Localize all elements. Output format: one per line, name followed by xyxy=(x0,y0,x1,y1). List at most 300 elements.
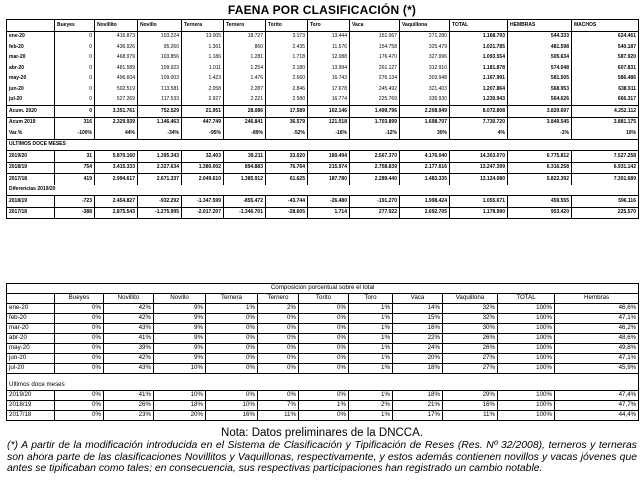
cell: 312.910 xyxy=(400,63,450,74)
cell: 11% xyxy=(258,411,299,421)
cell: 15% xyxy=(393,314,443,324)
cell: 18% xyxy=(393,364,443,374)
cell: 47,1% xyxy=(555,354,639,364)
cell: 2.846 xyxy=(266,84,308,95)
cell: 32% xyxy=(443,304,498,314)
cell: 321.403 xyxy=(400,84,450,95)
cell: 100% xyxy=(498,411,555,421)
cell: 2.049.610 xyxy=(182,174,224,185)
cell: 20% xyxy=(154,411,206,421)
cell: 596.116 xyxy=(572,196,639,208)
cell: 100% xyxy=(498,324,555,334)
twelve-month-row xyxy=(7,151,639,163)
cell: 23% xyxy=(104,411,154,421)
caption-row xyxy=(7,284,639,294)
cell: 1.476 xyxy=(224,74,266,85)
cell: 2.177.616 xyxy=(400,162,450,174)
cell: 43% xyxy=(104,364,154,374)
cell: 10% xyxy=(154,364,206,374)
cell: 43% xyxy=(104,324,154,334)
cell: 1% xyxy=(206,304,258,314)
cell: 587.920 xyxy=(572,53,639,64)
cell: 0% xyxy=(206,364,258,374)
cell: 44% xyxy=(95,128,138,139)
cell: Torito xyxy=(266,20,308,32)
cell: 1.186 xyxy=(182,53,224,64)
cell: 2.221 xyxy=(224,95,266,106)
cell: 2.435 xyxy=(266,42,308,53)
cell: 13.994 xyxy=(308,63,350,74)
cell: 1% xyxy=(349,411,393,421)
cell: 5.870.160 xyxy=(95,151,138,163)
cell: -12% xyxy=(350,128,400,139)
cell: 581.505 xyxy=(508,74,572,85)
cell: 0 xyxy=(55,106,95,118)
cell: 0% xyxy=(299,364,349,374)
row-label: may-20 xyxy=(7,344,55,354)
cell: 1.714 xyxy=(308,207,350,219)
cell: 2.660 xyxy=(266,74,308,85)
cell: Ternera xyxy=(182,20,224,32)
cell: 17.678 xyxy=(308,84,350,95)
accumulated-row xyxy=(7,128,639,139)
cell: 496.604 xyxy=(95,74,138,85)
cell: 26% xyxy=(443,334,498,344)
cell: 2.454.827 xyxy=(95,196,138,208)
cell: 30% xyxy=(443,324,498,334)
cell: 1% xyxy=(349,391,393,401)
cell: 1.254 xyxy=(224,63,266,74)
cell: -1.347.599 xyxy=(182,196,224,208)
month-row xyxy=(7,84,639,95)
cell: 5.822.392 xyxy=(508,174,572,185)
cell: 0% xyxy=(258,354,299,364)
cell: 0 xyxy=(55,63,95,74)
cell: 14% xyxy=(393,304,443,314)
cell: 21.951 xyxy=(182,106,224,118)
cell: -1.346.701 xyxy=(224,207,266,219)
cell: 100% xyxy=(498,354,555,364)
cell: 1.385.912 xyxy=(224,174,266,185)
cell: 1.168.793 xyxy=(450,31,508,42)
cell: Vaca xyxy=(393,294,443,304)
cell: 0% xyxy=(258,391,299,401)
cell: Ternera xyxy=(206,294,258,304)
cell: 505.634 xyxy=(508,53,572,64)
cell: 0% xyxy=(299,304,349,314)
section-label: Ultimos doce meses xyxy=(7,381,639,391)
cell: 41% xyxy=(104,391,154,401)
cell: 28.086 xyxy=(224,106,266,118)
cell: 0 xyxy=(55,31,95,42)
cell: 176.470 xyxy=(350,53,400,64)
cell: 1% xyxy=(349,354,393,364)
cell: 0% xyxy=(206,354,258,364)
cell: 2.567.370 xyxy=(350,151,400,163)
cell: 13.247.399 xyxy=(450,162,508,174)
cell: 1.281 xyxy=(224,53,266,64)
cell: 3.351.761 xyxy=(95,106,138,118)
cell: 26% xyxy=(104,401,154,411)
cell: 540.187 xyxy=(572,42,639,53)
month-row xyxy=(7,354,639,364)
spacer-cell xyxy=(258,374,299,382)
cell: -43.744 xyxy=(266,196,308,208)
cell: 1.011 xyxy=(182,63,224,74)
cell: 2% xyxy=(349,401,393,411)
cell: 17% xyxy=(393,411,443,421)
cell: 2.875.543 xyxy=(95,207,138,219)
cell: 100% xyxy=(498,391,555,401)
cell: 261.127 xyxy=(350,63,400,74)
cell: 2.927 xyxy=(182,95,224,106)
cell: MACHOS xyxy=(572,20,639,32)
cell: 39% xyxy=(104,344,154,354)
cell: 36.579 xyxy=(266,117,308,128)
cell: 9% xyxy=(154,334,206,344)
cell: 1% xyxy=(349,334,393,344)
cell: 61.625 xyxy=(266,174,308,185)
month-row xyxy=(7,63,639,74)
cell: 39.211 xyxy=(224,151,266,163)
cell: 47,4% xyxy=(555,391,639,401)
cell: 303.948 xyxy=(400,74,450,85)
cell: 32% xyxy=(443,314,498,324)
cell: 3.173 xyxy=(266,31,308,42)
cell: 100% xyxy=(498,334,555,344)
cell: 1% xyxy=(349,304,393,314)
month-row xyxy=(7,324,639,334)
cell: 245.492 xyxy=(350,84,400,95)
cell: 46,2% xyxy=(555,324,639,334)
row-label: feb-20 xyxy=(7,314,55,324)
cell: Vaquillona xyxy=(443,294,498,304)
cell: 860 xyxy=(224,42,266,53)
cell: -28.605 xyxy=(266,207,308,219)
cell: 2.058 xyxy=(182,84,224,95)
cell: 564.626 xyxy=(508,95,572,106)
cell: Novillo xyxy=(138,20,182,32)
cell: Toro xyxy=(308,20,350,32)
cell: 0% xyxy=(258,344,299,354)
cell: 95.260 xyxy=(138,42,182,53)
cell: -52% xyxy=(266,128,308,139)
cell: -2.017.207 xyxy=(182,207,224,219)
cell: 2.289.440 xyxy=(350,174,400,185)
cell: 2.758.839 xyxy=(350,162,400,174)
cell: 1.703.899 xyxy=(350,117,400,128)
cell: 102.146 xyxy=(308,106,350,118)
cell: 13.124.080 xyxy=(450,174,508,185)
cell: 7.527.258 xyxy=(572,151,639,163)
row-label: 2019/20 xyxy=(7,151,55,163)
row-label: Acum. 2020 xyxy=(7,106,55,118)
twelve-month-row xyxy=(7,401,639,411)
cell: 271.280 xyxy=(400,31,450,42)
cell: 1% xyxy=(349,314,393,324)
cell: Vaquillona xyxy=(400,20,450,32)
cell: -95% xyxy=(182,128,224,139)
cell: 6.316.258 xyxy=(508,162,572,174)
cell: 10% xyxy=(572,128,639,139)
spacer-cell xyxy=(443,374,498,382)
cell: 41% xyxy=(104,334,154,344)
cell: 335.930 xyxy=(400,95,450,106)
cell: TOTAL xyxy=(498,294,555,304)
cell: 0% xyxy=(55,314,104,324)
footnote: Nota: Datos preliminares de la DNCCA. xyxy=(221,427,423,439)
cell: 17.589 xyxy=(266,106,308,118)
cell: 1.207.864 xyxy=(450,84,508,95)
cell: 2.208.949 xyxy=(400,106,450,118)
month-row xyxy=(7,344,639,354)
cell: 29% xyxy=(443,391,498,401)
cell: 31 xyxy=(55,151,95,163)
cell: 0% xyxy=(55,304,104,314)
cell: 20% xyxy=(393,354,443,364)
header-row xyxy=(7,20,639,32)
accumulated-row xyxy=(7,117,639,128)
cell: -34% xyxy=(138,128,182,139)
cell: 0% xyxy=(299,334,349,344)
cell: 6.775.812 xyxy=(508,151,572,163)
cell: 0% xyxy=(299,391,349,401)
spacer-cell xyxy=(393,374,443,382)
cell: 327.996 xyxy=(400,53,450,64)
cell: 0% xyxy=(258,314,299,324)
cell: 2.180 xyxy=(266,63,308,74)
cell: 13.005 xyxy=(182,31,224,42)
accumulated-row xyxy=(7,106,639,118)
cell: Bueyes xyxy=(55,20,95,32)
cell: 8.072.808 xyxy=(450,106,508,118)
row-label: 2017/18 xyxy=(7,207,55,219)
cell: 11.576 xyxy=(308,42,350,53)
cell: 9% xyxy=(154,314,206,324)
cell: 4.176.040 xyxy=(400,151,450,163)
cell: 2% xyxy=(258,304,299,314)
cell: 527.269 xyxy=(95,95,138,106)
cell: 1% xyxy=(299,401,349,411)
cell: 0% xyxy=(55,391,104,401)
section-label-row xyxy=(7,185,639,196)
cell: 225.570 xyxy=(572,207,639,219)
cell: 2.692.705 xyxy=(400,207,450,219)
cell: 0% xyxy=(55,334,104,344)
cell: 1.698.707 xyxy=(400,117,450,128)
cell: -191.270 xyxy=(350,196,400,208)
cell: 1% xyxy=(349,364,393,374)
row-label: abr-20 xyxy=(7,63,55,74)
cell: 100% xyxy=(498,304,555,314)
cell: 1.055.671 xyxy=(450,196,508,208)
cell: 894.883 xyxy=(224,162,266,174)
cell: HEMBRAS xyxy=(508,20,572,32)
cell: 22% xyxy=(393,334,443,344)
cell: 1.483.335 xyxy=(400,174,450,185)
cell: 7.730.720 xyxy=(450,117,508,128)
cell: Toro xyxy=(349,294,393,304)
cell: 3.849.545 xyxy=(508,117,572,128)
cell: 574.048 xyxy=(508,63,572,74)
row-label: ene-20 xyxy=(7,31,55,42)
row-label: abr-20 xyxy=(7,334,55,344)
month-row xyxy=(7,95,639,106)
row-label: 2019/20 xyxy=(7,391,55,401)
cell: 1.230.943 xyxy=(450,95,508,106)
cell: 187.780 xyxy=(308,174,350,185)
cell: 9% xyxy=(154,354,206,364)
row-label: ene-20 xyxy=(7,304,55,314)
cell: Novillo xyxy=(154,294,206,304)
month-row xyxy=(7,31,639,42)
cell: 42% xyxy=(104,304,154,314)
cell: 0% xyxy=(299,324,349,334)
cell: 1% xyxy=(349,344,393,354)
twelve-month-row xyxy=(7,162,639,174)
cell: 0% xyxy=(55,401,104,411)
cell: 225.769 xyxy=(350,95,400,106)
cell: 277.922 xyxy=(350,207,400,219)
cell: 100% xyxy=(498,344,555,354)
cell: Ternero xyxy=(258,294,299,304)
difference-row xyxy=(7,207,639,219)
cell: 0% xyxy=(55,364,104,374)
cell: 151.067 xyxy=(350,31,400,42)
cell: 18.727 xyxy=(224,31,266,42)
cell: 1% xyxy=(349,324,393,334)
cell: 2.329.939 xyxy=(95,117,138,128)
cell: 100% xyxy=(498,401,555,411)
cell: 16% xyxy=(393,324,443,334)
cell: 0% xyxy=(206,324,258,334)
faena-table xyxy=(6,19,639,219)
cell: 76.764 xyxy=(266,162,308,174)
row-label xyxy=(7,294,55,304)
cell: 953.420 xyxy=(508,207,572,219)
cell: 0% xyxy=(258,364,299,374)
cell: 18% xyxy=(154,401,206,411)
cell: 0% xyxy=(299,411,349,421)
spacer-cell xyxy=(555,374,639,382)
cell: 0% xyxy=(258,324,299,334)
cell: 48,6% xyxy=(555,334,639,344)
cell: 27% xyxy=(443,354,498,364)
cell: -89% xyxy=(224,128,266,139)
cell: 0% xyxy=(55,354,104,364)
row-label: jun-20 xyxy=(7,354,55,364)
cell: 2.580 xyxy=(266,95,308,106)
cell: 325.479 xyxy=(400,42,450,53)
cell: 46,6% xyxy=(555,304,639,314)
row-label: Var.% xyxy=(7,128,55,139)
report-title: FAENA POR CLASIFICACIÓN (*) xyxy=(227,3,417,17)
cell: 10% xyxy=(154,391,206,401)
cell: 18% xyxy=(393,391,443,401)
cell: Vaca xyxy=(350,20,400,32)
cell: 42% xyxy=(104,354,154,364)
cell: 0 xyxy=(55,53,95,64)
spacer-cell xyxy=(498,374,555,382)
cell: 7% xyxy=(258,401,299,411)
cell: Novillito xyxy=(104,294,154,304)
cell: 189.494 xyxy=(308,151,350,163)
cell: -16% xyxy=(308,128,350,139)
cell: 1.093.554 xyxy=(450,53,508,64)
cell: 9% xyxy=(154,344,206,354)
cell: 24% xyxy=(393,344,443,354)
cell: 0% xyxy=(206,334,258,344)
cell: 316 xyxy=(55,117,95,128)
cell: -723 xyxy=(55,196,95,208)
spacer-cell xyxy=(104,374,154,382)
month-row xyxy=(7,314,639,324)
row-label: 2017/18 xyxy=(7,411,55,421)
cell: 109.003 xyxy=(138,74,182,85)
composition-table xyxy=(6,283,639,421)
cell: 42% xyxy=(104,314,154,324)
cell: 1.423 xyxy=(182,74,224,85)
cell: 0 xyxy=(55,74,95,85)
cell: 2.671.337 xyxy=(138,174,182,185)
cell: 16.743 xyxy=(308,74,350,85)
cell: 7.301.689 xyxy=(572,174,639,185)
twelve-month-row xyxy=(7,391,639,401)
cell: 1.021.785 xyxy=(450,42,508,53)
cell: 459.555 xyxy=(508,196,572,208)
cell: 16.774 xyxy=(308,95,350,106)
cell: 33.020 xyxy=(266,151,308,163)
cell: 13.444 xyxy=(308,31,350,42)
cell: 0% xyxy=(299,314,349,324)
row-label: jul-20 xyxy=(7,95,55,106)
cell: 2.327.634 xyxy=(138,162,182,174)
cell: 32.403 xyxy=(182,151,224,163)
section-label-row xyxy=(7,139,639,151)
cell: 16% xyxy=(443,401,498,411)
row-label: Acum 2019 xyxy=(7,117,55,128)
cell: 0% xyxy=(299,354,349,364)
twelve-month-row xyxy=(7,411,639,421)
cell: 0 xyxy=(55,42,95,53)
cell: 12.088 xyxy=(308,53,350,64)
cell: 0% xyxy=(55,411,104,421)
cell: -26.480 xyxy=(308,196,350,208)
cell: 9% xyxy=(154,304,206,314)
cell: 0% xyxy=(299,344,349,354)
section-label-row xyxy=(7,381,639,391)
cell: 0% xyxy=(55,344,104,354)
cell: 586.486 xyxy=(572,74,639,85)
cell: 1.380.002 xyxy=(182,162,224,174)
cell: 2.994.617 xyxy=(95,174,138,185)
cell: 0% xyxy=(55,324,104,334)
cell: 1.146.463 xyxy=(138,117,182,128)
cell: 568.953 xyxy=(508,84,572,95)
cell: 1.178.990 xyxy=(450,207,508,219)
cell: 436.926 xyxy=(95,42,138,53)
cell: 44,4% xyxy=(555,411,639,421)
cell: 416.873 xyxy=(95,31,138,42)
cell: 4.252.112 xyxy=(572,106,639,118)
cell: Torito xyxy=(299,294,349,304)
month-row xyxy=(7,74,639,85)
cell: 1.998.424 xyxy=(400,196,450,208)
cell: 3.415.333 xyxy=(95,162,138,174)
cell: TOTAL xyxy=(450,20,508,32)
cell: -855.472 xyxy=(224,196,266,208)
spacer-cell xyxy=(206,374,258,382)
